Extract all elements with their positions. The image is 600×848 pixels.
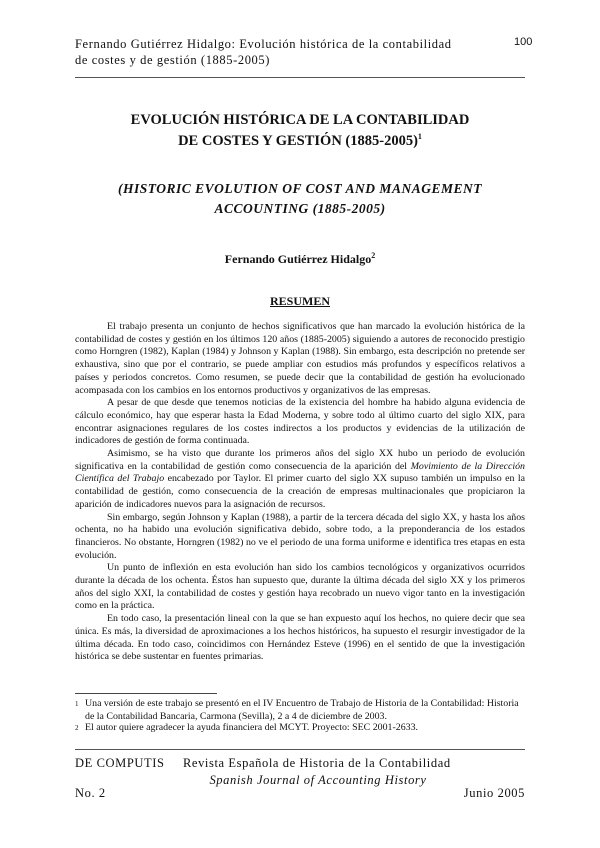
header-rule bbox=[75, 77, 525, 78]
abstract-body bbox=[75, 321, 525, 664]
english-title-line-1: (HISTORIC EVOLUTION OF COST AND MANAGEMENT bbox=[118, 181, 482, 196]
footnote-rule bbox=[75, 693, 217, 694]
title-footnote-mark: 1 bbox=[417, 132, 422, 142]
running-header-line-2: de costes y de gestión (1885-2005) bbox=[75, 53, 271, 67]
footer-date: Junio 2005 bbox=[463, 786, 525, 800]
paper-title-line-1: EVOLUCIÓN HISTÓRICA DE LA CONTABILIDAD bbox=[130, 112, 470, 128]
abstract-paragraph-3-start: Asimismo, se ha visto que durante los primeros años del siglo XX hubo un periodo de evolución significativa en la contabilidad de gestión como consecuencia de la aparición del bbox=[75, 448, 525, 472]
footer-issue: No. 2 bbox=[75, 786, 106, 800]
abstract-paragraph-6: En todo caso, la presentación lineal con la que se han expuesto aquí los hechos, no quiere decir que sea única. Es más, la diversidad de aproximaciones a los hechos históricos, ha supuesto el resurgir investigador de la última década. En todo caso, coincidimos con Hernández Esteve (1996) en el sentido de que la investigación histórica se debe sustentar en fuentes primarias. bbox=[75, 613, 525, 663]
abstract-paragraph-3 bbox=[75, 448, 525, 512]
footnote-2-mark: 2 bbox=[75, 724, 79, 732]
running-header bbox=[75, 36, 452, 68]
abstract-heading: RESUMEN bbox=[269, 294, 330, 308]
author-name: Fernando Gutiérrez Hidalgo bbox=[224, 252, 372, 266]
abstract-paragraph-3-end: encabezado por Taylor. El primer cuarto del siglo XX supuso también un impulso en la contabilidad de gestión, como consecuencia de la creación de empresas multinacionales que propiciaron la aparición de indicadores nuevos para la asignación de recursos. bbox=[75, 473, 526, 510]
paper-title-line-2 bbox=[75, 131, 525, 152]
footnote-1-line-1 bbox=[75, 698, 525, 711]
footnote-1-mark: 1 bbox=[75, 700, 79, 708]
abstract-paragraph-5: Un punto de inflexión en esta evolución han sido los cambios tecnológicos y organizativos ocurridos durante la década de los ochenta. Éstos han supuesto que, durante la última década del siglo XX y los primeros años del siglo XXI, la contabilidad de costes y gestión haya recobrado un nuevo vigor tanto en la investigación como en la práctica. bbox=[75, 562, 525, 612]
author-footnote-mark: 2 bbox=[371, 251, 376, 260]
author bbox=[75, 252, 525, 267]
footnote-1-line-2: de la Contabilidad Bancaria, Carmona (Sevilla), 2 a 4 de diciembre de 2003. bbox=[85, 710, 387, 722]
paper-title-line-2-text: DE COSTES Y GESTIÓN (1885-2005) bbox=[178, 133, 418, 149]
footnote-2-text: El autor quiere agradecer la ayuda financiera del MCYT. Proyecto: SEC 2001-2633. bbox=[85, 722, 418, 733]
abstract-paragraph-1: El trabajo presenta un conjunto de hechos significativos que han marcado la evolución histórica de la contabilidad de costes y gestión en los últimos 120 años (1885-2005) siguiendo a autores de reconocido prestigio como Horngren (1982), Kaplan (1984) y Johnson y Kaplan (1988). Sin embargo, esta descripción no pretende ser exhaustiva, sino que por el contrario, se puede ampliar con estudios más profundos y específicos relativos a países y periodos concretos. Como resumen, se puede decir que la contabilidad de gestión ha evolucionado acompasada con los cambios en los entornos productivos y organizativos de las empresas. bbox=[75, 321, 525, 396]
footnote-1-text: Una versión de este trabajo se presentó en el IV Encuentro de Trabajo de Historia de la Contabilidad: Historia bbox=[85, 698, 519, 709]
running-header-line-1: Fernando Gutiérrez Hidalgo: Evolución histórica de la contabilidad bbox=[75, 37, 452, 51]
abstract-paragraph-4: Sin embargo, según Johnson y Kaplan (1988), a partir de la tercera década del siglo XX, y hasta los años ochenta, no ha habido una evolución significativa debido, sobre todo, a la preponderancia de los estados financieros. No obstante, Horngren (1982) no ve el periodo de una forma uniforme e identifica tres etapas en esta evolución. bbox=[75, 511, 525, 561]
footer-journal-name: Revista Española de Historia de la Contabilidad bbox=[183, 756, 451, 770]
footer-journal-english: Spanish Journal of Accounting History bbox=[209, 773, 427, 787]
english-title-line-2: ACCOUNTING (1885-2005) bbox=[214, 201, 386, 216]
footnote-1 bbox=[75, 698, 525, 723]
footer-rule bbox=[75, 749, 525, 750]
page-number: 100 bbox=[514, 36, 533, 48]
abstract-paragraph-3-italic: Movimiento de la Dirección Científica del Trabajo bbox=[75, 460, 525, 485]
abstract-paragraph-2: A pesar de que desde que tenemos noticias de la existencia del hombre ha habido alguna evidencia de cálculo económico, hay que esperar hasta la Edad Moderna, y sobre todo al último cuarto del siglo XIX, para encontrar asignaciones regulares de los costes indirectos a los productos y evidencias de la utilización de indicadores de gestión de forma continuada. bbox=[75, 397, 525, 447]
paper-title bbox=[75, 110, 525, 152]
english-title bbox=[75, 179, 525, 219]
footer-journal-short: DE COMPUTIS bbox=[75, 756, 165, 770]
footnote-2 bbox=[75, 722, 525, 735]
